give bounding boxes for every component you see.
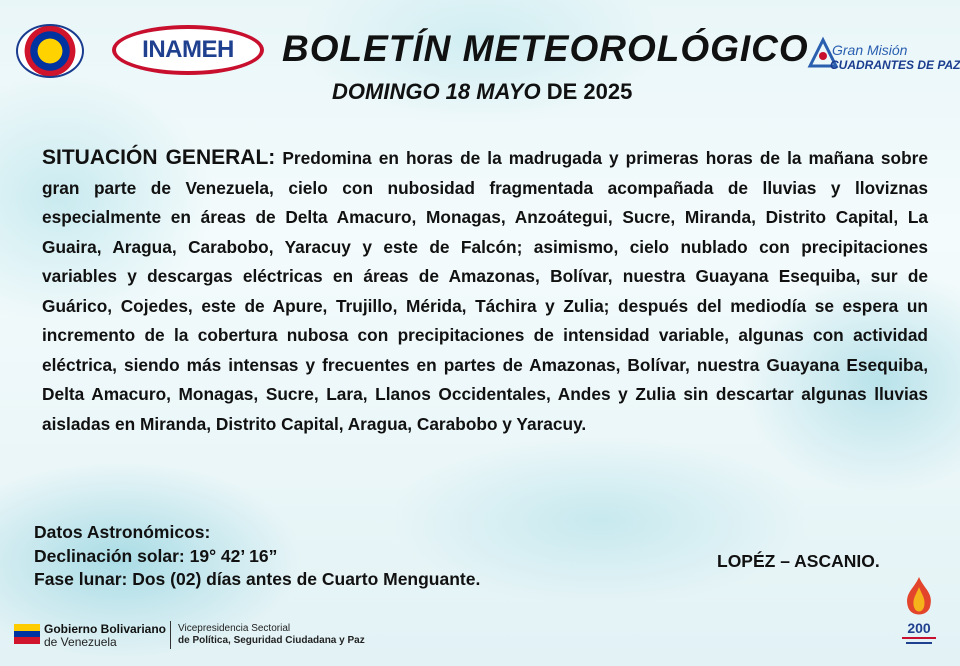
inameh-logo-text: INAMEH	[142, 36, 234, 63]
astronomical-data	[34, 521, 480, 592]
vice-presidency-name	[178, 623, 365, 647]
general-situation-text: Predomina en horas de la madrugada y primeras horas de la mañana sobre gran parte de Venezuela, cielo con nubosidad fragmentada acompañada de lluvias y lloviznas especialmente en áreas de Delta Amacuro, Monagas, Anzoátegui, Sucre, Miranda, Distrito Capital, La Guaira, Aragua, Carabobo, Yaracuy y este de Falcón; asimismo, cielo nublado con precipitaciones variables y descargas eléctricas en áreas de Amazonas, Bolívar, nuestra Guayana Esequiba, sur de Guárico, Cojedes, este de Apure, Trujillo, Mérida, Táchira y Zulia; después del mediodía se espera un incremento de la cobertura nubosa con precipitaciones de intensidad variable, algunas con actividad eléctrica, siendo más intensas y frecuentes en partes de Amazonas, Bolívar, nuestra Guayana Esequiba, Delta Amacuro, Monagas, Sucre, Lara, Llanos Occidentales, Andes y Zulia sin descartar algunas lluvias aisladas en Miranda, Distrito Capital, Aragua, Carabobo y Yaracuy.	[42, 148, 928, 434]
emblem-number: 200	[907, 620, 931, 636]
moon-phase: Fase lunar: Dos (02) días antes de Cuarto Menguante.	[34, 569, 481, 589]
vice-line-2: de Política, Seguridad Ciudadana y Paz	[178, 635, 365, 646]
vice-line-1: Vicepresidencia Sectorial	[178, 623, 291, 634]
date-day-month: DOMINGO 18 MAYO	[332, 79, 541, 104]
bicentennial-emblem-icon	[894, 573, 944, 649]
government-name	[44, 623, 166, 649]
astro-heading: Datos Astronómicos:	[34, 522, 211, 542]
inameh-logo	[112, 25, 264, 75]
gov-line-1: Gobierno Bolivariano	[44, 622, 167, 636]
general-situation	[42, 143, 928, 439]
general-situation-label: SITUACIÓN GENERAL:	[42, 146, 276, 169]
state-seal-icon	[16, 24, 84, 78]
date-year: DE 2025	[540, 79, 633, 104]
bulletin-title: BOLETÍN METEOROLÓGICO	[282, 28, 809, 69]
bulletin-header	[0, 0, 960, 118]
venezuela-flag-icon	[14, 624, 40, 644]
program-logo-small: Gran Misión	[832, 42, 908, 58]
gov-line-2: de Venezuela	[44, 635, 117, 649]
footer-divider	[170, 621, 171, 649]
bulletin-date	[332, 79, 632, 105]
solar-declination: Declinación solar: 19° 42’ 16”	[34, 545, 278, 566]
program-logo-big: CUADRANTES DE PAZ	[830, 58, 960, 72]
government-footer	[14, 618, 414, 652]
cuadrantes-de-paz-logo	[806, 28, 960, 82]
author-signature: LOPÉZ – ASCANIO.	[717, 551, 880, 571]
